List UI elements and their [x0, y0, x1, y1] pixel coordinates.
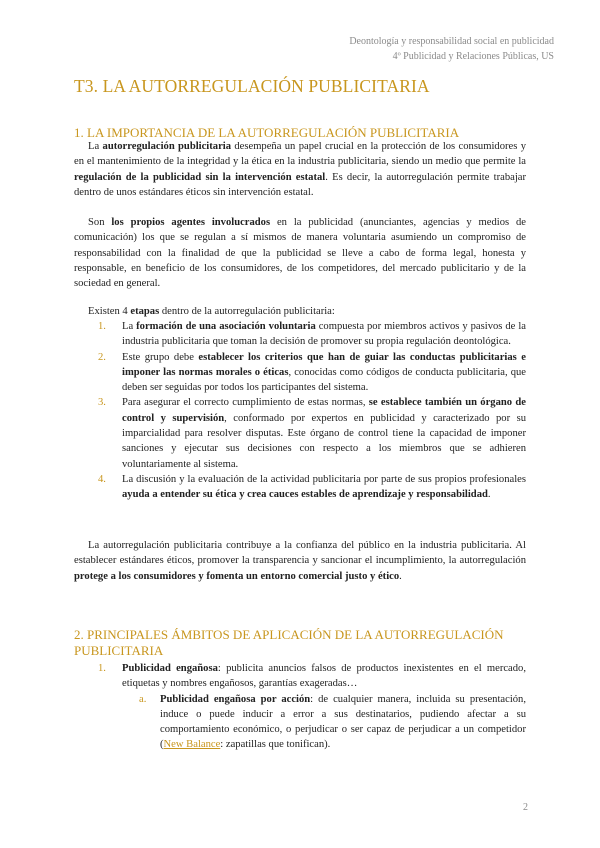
header-course: Deontología y responsabilidad social en publicidad [349, 36, 554, 47]
header-degree: 4º Publicidad y Relaciones Públicas, US [392, 51, 554, 62]
sub-list-item: a. Publicidad engañosa por acción: de cualquier manera, incluida su presentación, induce o puede inducir a error a sus destinatarios, pudiendo afectar a su comportamiento económico, o perjudicar o ser capaz de perjudicar a un competidor (New Balance: zapatillas que tonifican). [139, 693, 527, 751]
list-item: 1. La formación de una asociación voluntaria compuesta por miembros activos y pasivos de la industria publicitaria que toman la decisión de promover su propia regulación deontológica. [98, 321, 526, 348]
section1-paragraph-1: La autorregulación publicitaria desempeña un papel crucial en la protección de los consumidores y en el mantenimiento de la integridad y la ética en la industria publicitaria, siendo un medio que permite la regulación de la publicidad sin la intervención estatal. Es decir, la autorregulación permite trabajar dentro de unos estándares éticos sin intervención estatal. [74, 141, 526, 198]
list-item: 1. Publicidad engañosa: publicita anuncios falsos de productos inexistentes en el mercado, etiquetas y nombres engañosos, garantías exageradas… [98, 663, 526, 690]
page-header [349, 34, 554, 64]
stages-list [74, 319, 526, 503]
section2-heading: 2. PRINCIPALES ÁMBITOS DE APLICACIÓN DE LA AUTORREGULACIÓN PUBLICITARIA [74, 627, 504, 658]
scope-list [74, 661, 526, 753]
document-title: T3. LA AUTORREGULACIÓN PUBLICITARIA [74, 76, 430, 96]
list-item: 4. La discusión y la evaluación de la actividad publicitaria por parte de sus propios profesionales ayuda a entender su ética y crea cauces estables de aprendizaje y responsabilidad. [98, 473, 526, 501]
section1-heading: 1. LA IMPORTANCIA DE LA AUTORREGULACIÓN PUBLICITARIA [74, 125, 460, 140]
section1-paragraph-3: Existen 4 etapas dentro de la autorregulación publicitaria: [88, 306, 335, 317]
list-item: 3. Para asegurar el correcto cumplimiento de estas normas, se establece también un órgano de control y supervisión, conformado por expertos en publicidad y caracterizado por su imparcialidad para resolver disputas. Este órgano de control tiene la capacidad de imponer sanciones y ejecutar sus decisiones con respecto a los miembros que se adhieren voluntariamente al sistema. [98, 397, 526, 470]
page-number: 2 [523, 802, 528, 813]
section1-paragraph-4: La autorregulación publicitaria contribuye a la confianza del público en la industria publicitaria. Al establecer estándares éticos, promover la transparencia y sancionar el incumplimiento, la autorregulación protege a los consumidores y fomenta un entorno comercial justo y ético. [74, 540, 526, 582]
new-balance-link[interactable]: New Balance [163, 739, 221, 751]
section1-paragraph-2: Son los propios agentes involucrados en la publicidad (anunciantes, agencias y medios de comunicación) los que se regulan a sí mismos de manera voluntaria asumiendo un compromiso de responsabilidad con la finalidad de que la publicidad se lleve a cabo de forma legal, honesta y responsable, en beneficio de los consumidores, de los competidores, del mercado publicitario y de la sociedad en general. [74, 217, 526, 290]
list-item: 2. Este grupo debe establecer los criterios que han de guiar las conductas publicitarias e imponer las normas morales o éticas, conocidas como códigos de conducta publicitaria, que deben ser seguidas por todos los participantes del sistema. [98, 351, 526, 394]
